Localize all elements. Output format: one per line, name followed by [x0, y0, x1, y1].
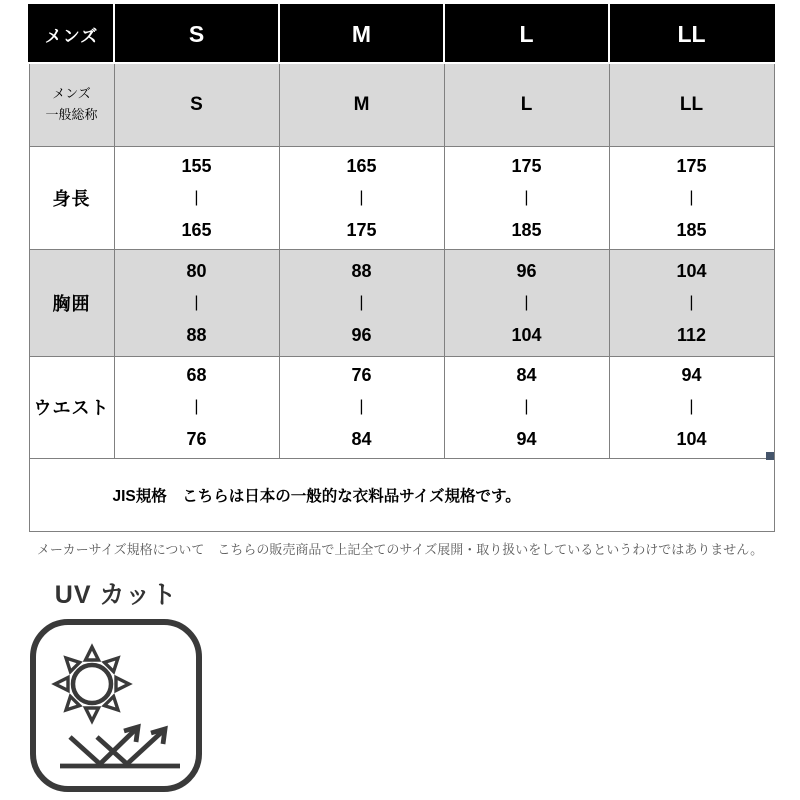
alias-row [29, 63, 774, 146]
jis-note: JIS規格 こちらは日本の一般的な衣料品サイズ規格です。 [29, 458, 774, 531]
header-size-m: M [279, 5, 444, 63]
height-row [29, 146, 774, 249]
chest-row-label: 胸囲 [29, 249, 114, 356]
waist-row-label: ウエスト [29, 356, 114, 458]
uv-cut-icon [30, 619, 202, 792]
range-to: 88 [186, 324, 207, 345]
range-from: 80 [186, 260, 207, 281]
waist-cell-m [279, 356, 444, 458]
range-separator: | [689, 293, 694, 311]
range-from: 68 [186, 365, 207, 385]
uv-cut-label: UV カット [54, 581, 178, 609]
range-from: 104 [676, 260, 707, 281]
alias-value-ll: LL [609, 63, 774, 146]
range-to: 104 [511, 324, 542, 345]
range-separator: | [194, 398, 199, 415]
range-to: 175 [346, 219, 377, 240]
alias-label-line2: 一般総称 [45, 106, 98, 122]
range-from: 96 [516, 260, 537, 281]
range-to: 112 [676, 324, 707, 345]
size-chart-table [28, 4, 775, 532]
header-size-ll: LL [609, 5, 774, 63]
range-from: 84 [516, 365, 537, 385]
waist-cell-l [444, 356, 609, 458]
spreadsheet-selection-handle [766, 452, 774, 460]
range-separator: | [359, 293, 364, 311]
header-size-l: L [444, 5, 609, 63]
height-row-label: 身長 [29, 146, 114, 249]
header-size-s: S [114, 5, 279, 63]
alias-row-label [29, 63, 114, 146]
range-to: 104 [676, 429, 707, 449]
height-cell-l [444, 146, 609, 249]
range-to: 94 [516, 429, 537, 449]
range-from: 165 [346, 155, 377, 176]
range-separator: | [194, 293, 199, 311]
range-from: 175 [676, 155, 707, 176]
range-to: 96 [351, 324, 372, 345]
range-separator: | [359, 188, 364, 206]
range-from: 88 [351, 260, 372, 281]
range-separator: | [524, 398, 529, 415]
reflection-arrows-icon [60, 727, 180, 766]
range-to: 165 [181, 219, 212, 240]
range-from: 155 [181, 155, 212, 176]
alias-value-l: L [444, 63, 609, 146]
chest-row [29, 249, 774, 356]
range-separator: | [689, 398, 694, 415]
range-separator: | [194, 188, 199, 206]
alias-value-m: M [279, 63, 444, 146]
chest-cell-ll [609, 249, 774, 356]
range-separator: | [689, 188, 694, 206]
range-to: 76 [186, 429, 207, 449]
height-cell-m [279, 146, 444, 249]
range-separator: | [359, 398, 364, 415]
range-to: 84 [351, 429, 372, 449]
jis-note-row [29, 458, 774, 531]
waist-cell-ll [609, 356, 774, 458]
table-header-row [29, 5, 774, 63]
chest-cell-m [279, 249, 444, 356]
height-cell-ll [609, 146, 774, 249]
header-category-cell: メンズ [29, 5, 114, 63]
range-to: 185 [511, 219, 542, 240]
uv-cut-feature [30, 575, 202, 792]
range-from: 175 [511, 155, 542, 176]
range-separator: | [524, 293, 529, 311]
range-separator: | [524, 188, 529, 206]
range-to: 185 [676, 219, 707, 240]
maker-size-note: メーカーサイズ規格について こちらの販売商品で上記全てのサイズ展開・取り扱いをしているというわけではありません。 [36, 542, 764, 557]
range-from: 94 [681, 365, 702, 385]
chest-cell-l [444, 249, 609, 356]
sun-icon [55, 647, 129, 721]
alias-label-line1: メンズ [52, 85, 91, 101]
height-cell-s [114, 146, 279, 249]
waist-row [29, 356, 774, 458]
range-from: 76 [351, 365, 372, 385]
waist-cell-s [114, 356, 279, 458]
chest-cell-s [114, 249, 279, 356]
alias-value-s: S [114, 63, 279, 146]
